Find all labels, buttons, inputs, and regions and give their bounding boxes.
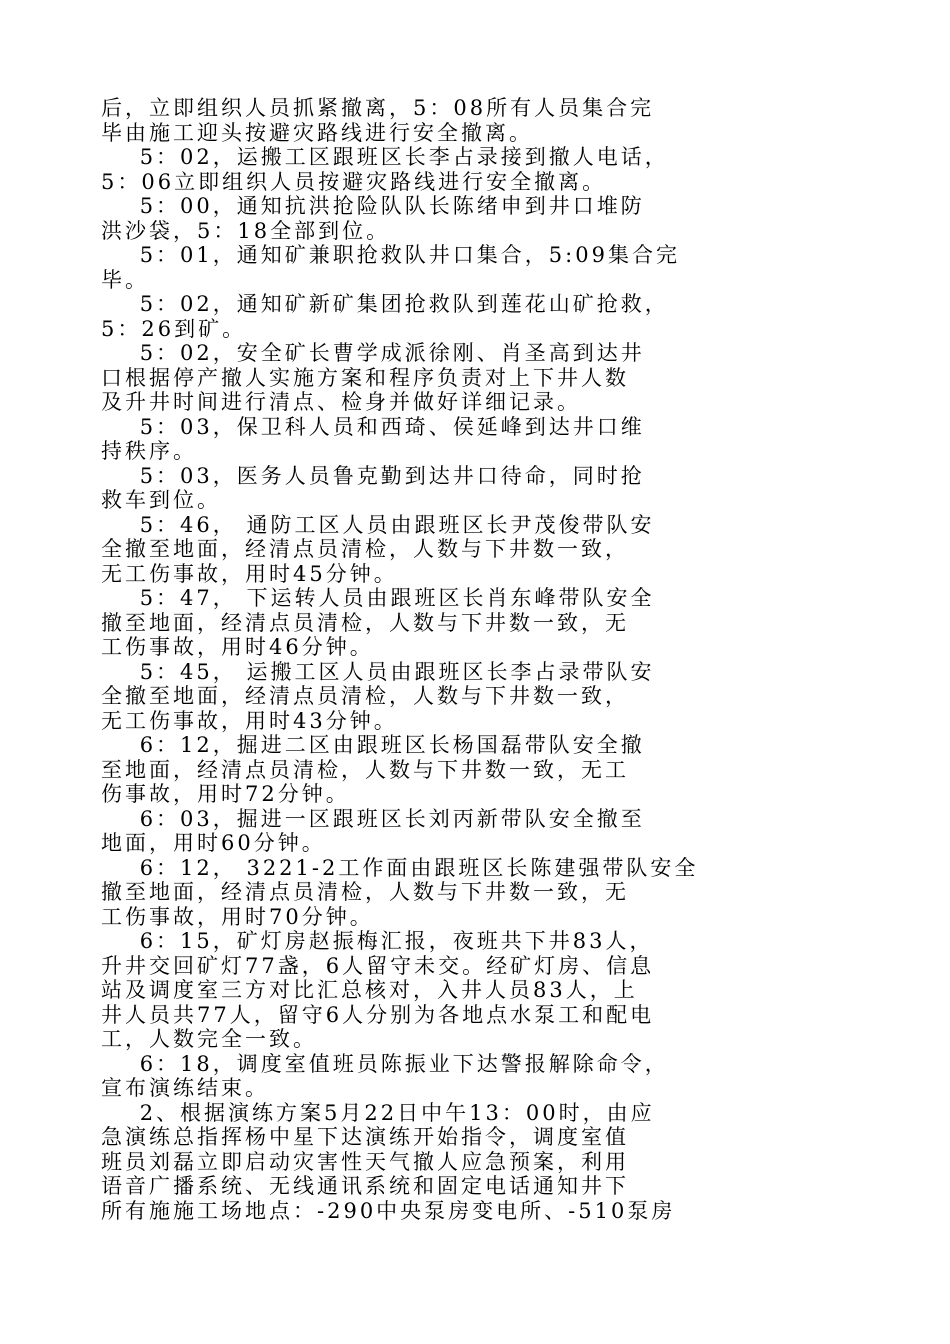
text-line: 班员刘磊立即启动灾害性天气撤人应急预案，利用 (101, 1149, 629, 1174)
text-line: 毕由施工迎头按避灾路线进行安全撤离。 (101, 120, 533, 145)
text-line: 无工伤事故，用时45分钟。 (101, 561, 398, 586)
text-line: 至地面，经清点员清检，人数与下井数一致，无工 (101, 757, 629, 782)
text-line: 持秩序。 (101, 439, 197, 463)
text-line: 升井交回矿灯77盏，6人留守未交。经矿灯房、信息 (101, 953, 655, 978)
text-line: 5：46， 通防工区人员由跟班区长尹茂俊带队安 (101, 512, 655, 537)
text-line: 洪沙袋，5：18全部到位。 (101, 218, 391, 243)
text-line: 5：02，通知矿新矿集团抢救队到莲花山矿抢救， (101, 292, 669, 316)
text-line: 5：00，通知抗洪抢险队队长陈绪申到井口堆防 (101, 194, 645, 218)
text-line: 5：03，保卫科人员和西琦、侯延峰到达井口维 (101, 414, 645, 439)
text-line: 6：12，掘进二区由跟班区长杨国磊带队安全撤 (101, 733, 645, 757)
text-line: 6：12， 3221-2工作面由跟班区长陈建强带队安全 (101, 855, 699, 880)
text-line: 口根据停产撤人实施方案和程序负责对上下井人数 (101, 365, 629, 390)
text-line: 工伤事故，用时46分钟。 (101, 635, 374, 659)
text-line: 及升井时间进行清点、检身并做好详细记录。 (101, 390, 581, 414)
text-line: 5：26到矿。 (101, 316, 247, 341)
text-line: 伤事故，用时72分钟。 (101, 782, 350, 806)
text-line: 工，人数完全一致。 (101, 1027, 317, 1051)
text-line: 急演练总指挥杨中星下达演练开始指令，调度室值 (101, 1125, 629, 1149)
text-line: 5：02，安全矿长曹学成派徐刚、肖圣高到达井 (101, 341, 645, 365)
text-line: 所有施施工场地点：-290中央泵房变电所、-510泵房 (101, 1198, 676, 1223)
text-line: 6：18，调度室值班员陈振业下达警报解除命令， (101, 1051, 669, 1076)
text-line: 宣布演练结束。 (101, 1076, 269, 1100)
text-line: 5：45， 运搬工区人员由跟班区长李占录带队安 (101, 659, 655, 684)
text-line: 6：15，矿灯房赵振梅汇报，夜班共下井83人， (101, 929, 654, 953)
text-line: 地面，用时60分钟。 (101, 831, 326, 855)
text-line: 撤至地面，经清点员清检，人数与下井数一致，无 (101, 610, 629, 635)
text-line: 语音广播系统、无线通讯系统和固定电话通知井下 (101, 1174, 629, 1198)
text-line: 6：03，掘进一区跟班区长刘丙新带队安全撤至 (101, 806, 645, 831)
document-body (101, 96, 871, 1223)
text-line: 5：47， 下运转人员由跟班区长肖东峰带队安全 (101, 586, 655, 610)
text-line: 无工伤事故，用时43分钟。 (101, 708, 398, 733)
text-line: 救车到位。 (101, 488, 221, 512)
text-line: 全撤至地面，经清点员清检，人数与下井数一致， (101, 537, 629, 561)
text-line: 工伤事故，用时70分钟。 (101, 904, 374, 929)
text-line: 5：03，医务人员鲁克勤到达井口待命，同时抢 (101, 463, 645, 488)
text-line: 5：01，通知矿兼职抢救队井口集合，5:09集合完 (101, 243, 680, 267)
text-line: 井人员共77人，留守6人分别为各地点水泵工和配电 (101, 1002, 655, 1027)
text-line: 全撤至地面，经清点员清检，人数与下井数一致， (101, 684, 629, 708)
text-line: 5：02，运搬工区跟班区长李占录接到撤人电话， (101, 145, 669, 169)
text-line: 撤至地面，经清点员清检，人数与下井数一致，无 (101, 880, 629, 904)
text-line: 2、根据演练方案5月22日中午13：00时，由应 (101, 1100, 655, 1125)
text-line: 5：06立即组织人员按避灾路线进行安全撤离。 (101, 169, 607, 194)
text-line: 毕。 (101, 267, 149, 292)
text-line: 后，立即组织人员抓紧撤离，5：08所有人员集合完 (101, 96, 655, 120)
text-line: 站及调度室三方对比汇总核对，入井人员83人，上 (101, 978, 638, 1002)
